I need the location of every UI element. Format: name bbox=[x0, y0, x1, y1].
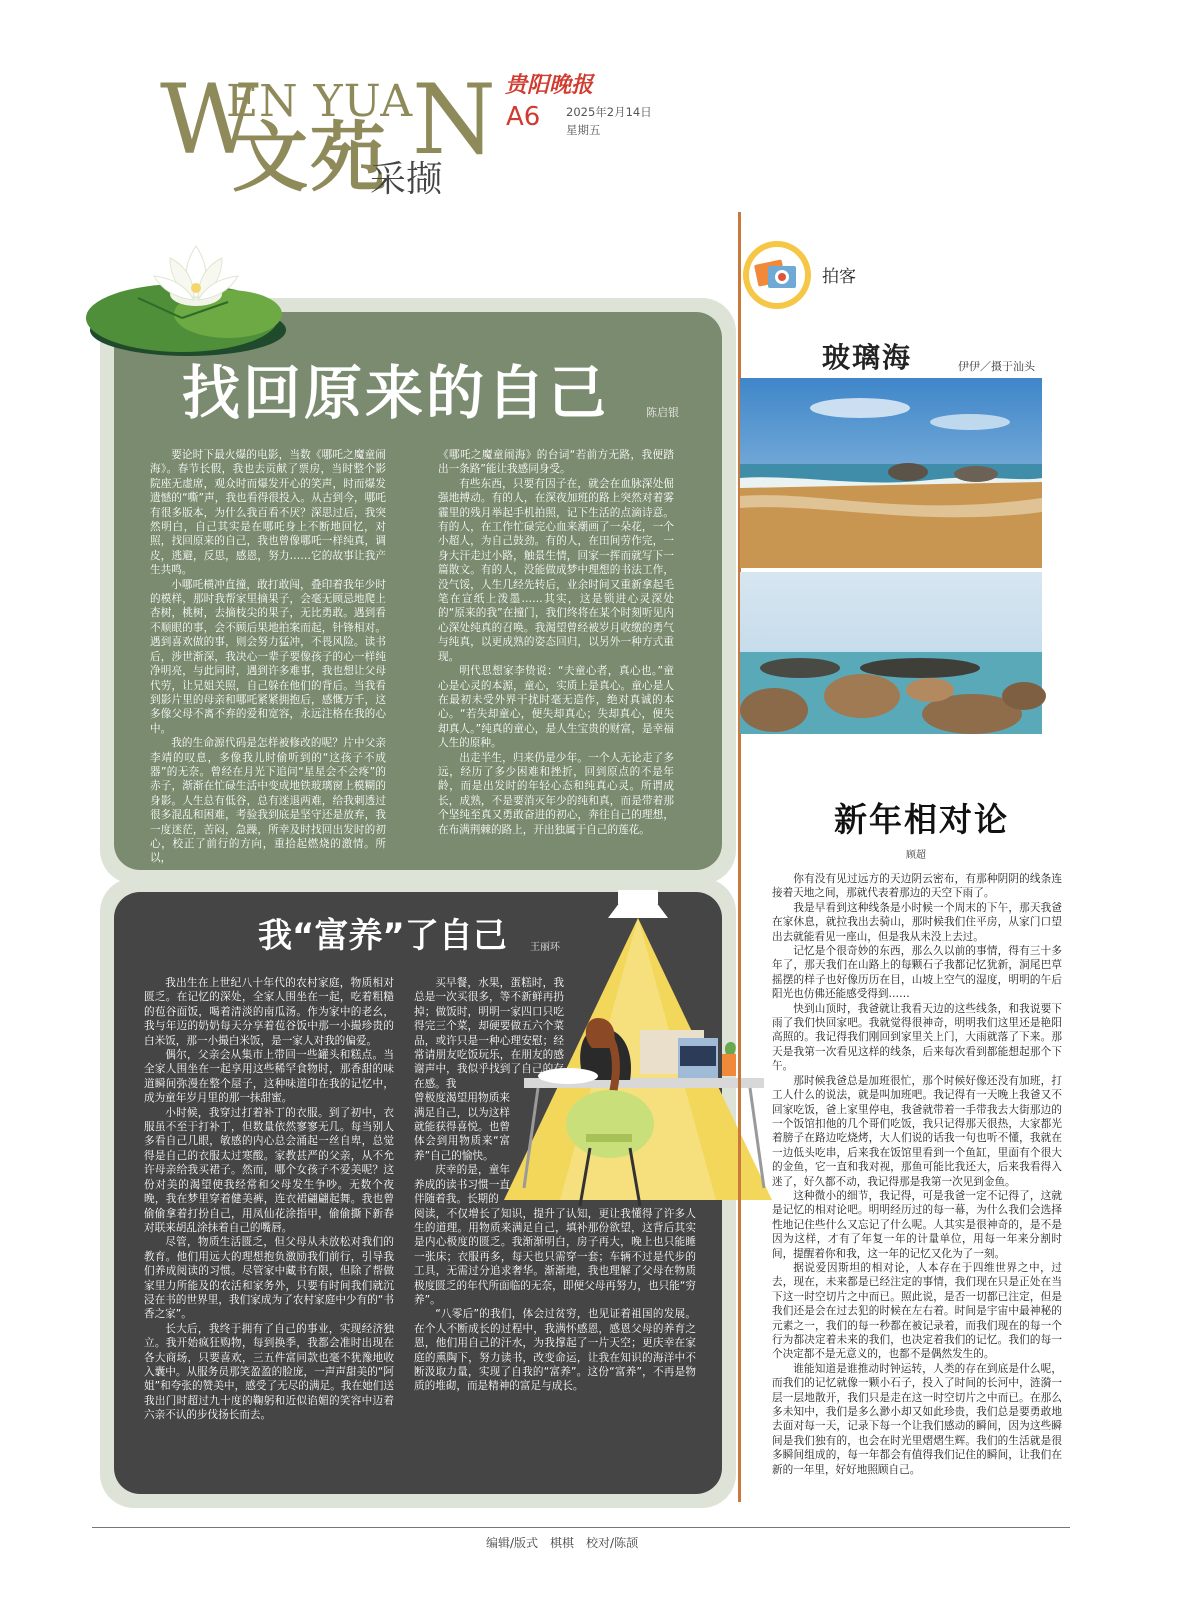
article3-author: 顾超 bbox=[906, 850, 926, 861]
editor-credits: 编辑/版式 棋棋 校对/陈颉 bbox=[486, 1536, 639, 1550]
paragraph: 出走半生，归来仍是少年。一个人无论走了多远，经历了多少困难和挫折，回到原点的不是年龄，而是出发时的年轻心态和纯真心灵。所谓成长，成熟，不是要消灭年少的纯和真，而是带着那个坚纯至真又勇敢奋进的初心，奔往自己的理想，在布满荆棘的路上，开出独属于自己的莲花。 bbox=[438, 751, 674, 836]
lotus-illustration bbox=[78, 218, 288, 358]
article1-column-right bbox=[438, 448, 674, 848]
paragraph: 我的生命源代码是怎样被修改的呢？片中父亲李靖的叹息，多像我儿时偷听到的“这孩子不成器”的无奈。曾经在月光下追问“星星会不会疼”的赤子，渐渐在忙碌生活中变成地铁玻璃窗上模糊的身影。人生总有低谷，总有迷退两难，给我刺透过很多混乱和困难，考验我到底是坚守还是放弃，我一度迷茫，苦闷，急躁，所幸及时找回出发时的初心，校正了前行的方向，重拾起燃烧的激情。所以， bbox=[150, 737, 386, 865]
paragraph: 我是早看到这种线条是小时候一个周末的下午，那天我爸在家休息，就拉我出去骑山，那时候我们住平房，从家门口望出去就能看见一座山，但是我从未没上去过。 bbox=[772, 901, 1062, 943]
paragraph: 你有没有见过远方的天边阴云密布，有那种阴阴的线条连接着天地之间，那就代表着那边的天空下雨了。 bbox=[772, 873, 1062, 900]
paragraph: 这种微小的细节，我记得，可是我爸一定不记得了，这就是记忆的相对论吧。明明经历过的每一幕，为什么我们会选择性地记住些什么又忘记了什么呢。人其实是很神奇的，是不是因为这样，才有了年复一年的计量单位，用每一年来分割时间，提醒着你和我，这一年的记忆又化为了一刻。 bbox=[772, 1189, 1062, 1260]
paragraph: 记忆是个很奇妙的东西，那么久以前的事情，得有三十多年了，那天我们在山路上的每颗石子我都记忆犹新，洞尾巴草摇摆的样子也好像历历在目，山坡上空气的湿度，明明的午后阳光也仿佛还能感受得到…… bbox=[772, 945, 1062, 1001]
paragraph: 快到山顶时，我爸就让我看天边的这些线条，和我说要下雨了我们快回家吧。我就觉得很神奇，明明我们这里还是艳阳高照的。我记得我们刚回到家里关上门，大雨就落了下来。那天是我第一次看见这样的线条，后来每次看到都能想起那个下午。 bbox=[772, 1002, 1062, 1073]
paragraph: 买早餐，水果，蛋糕时，我总是一次买很多，等不新鲜再扔掉；做饭时，明明一家四口只吃得完三个菜，却硬要做五六个菜品，或许只是一种心理安慰；经常请朋友吃饭玩乐，在朋友的感谢声中，我似乎找到了自己的存在感。我 bbox=[414, 977, 564, 1090]
masthead-chinese-title: 文苑 bbox=[232, 113, 388, 202]
article2-author: 王丽环 bbox=[530, 942, 560, 953]
article3-title: 新年相对论 bbox=[834, 800, 1009, 839]
photo-title: 玻璃海 bbox=[822, 341, 913, 374]
article3-body bbox=[772, 872, 1062, 1480]
paragraph: 庆幸的是，童年养成的读书习惯一直伴随着我。长期的 bbox=[414, 1164, 510, 1206]
paragraph: 《哪吒之魔童闹海》的台词“若前方无路，我便踏出一条路”能让我感同身受。 bbox=[438, 449, 674, 476]
masthead-section-name: 采撷 bbox=[370, 159, 443, 200]
paragraph: 要论时下最火爆的电影，当数《哪吒之魔童闹海》。春节长假，我也去贡献了票房，当时整个影院座无虚席，观众时而爆发开心的笑声，时而爆发遗憾的“嘶”声，我也看得很投入。从古到今，哪吒有很多版本，为什么我百看不厌？深思过后，我突然明白，自己其实是在哪吒身上不断地回忆，对照，找回原来的自己，我也曾像哪吒一样纯真，调皮，逃避，反思，感恩，努力……它的故事让我产生共鸣。 bbox=[150, 449, 386, 577]
section-label-paike: 拍客 bbox=[822, 267, 856, 287]
sea-photo-rocks bbox=[740, 572, 1042, 734]
sea-photo-beach bbox=[740, 378, 1042, 568]
paragraph: 谁能知道是谁推动时钟运转，人类的存在到底是什么呢，而我们的记忆就像一颗小石子，投入了时间的长河中，涟漪一层一层地散开，我们只是走在这一时空切片之中而已。在那么多未知中，我们是多么渺小却又如此珍贵，我们总是要勇敢地去面对每一天，记录下每一个让我们感动的瞬间，因为这些瞬间是我们独有的，也会在时光里熠熠生辉。我们的生活就是很多瞬间组成的，每一年都会有值得我们记住的瞬间，让我们在新的一年里，好好地照顾自己。 bbox=[772, 1362, 1062, 1476]
paragraph: 有些东西，只要有因子在，就会在血脉深处倔强地搏动。有的人，在深夜加班的路上突然对着雾霾里的残月举起手机拍照，记下生活的点滴诗意。有的人，在工作忙碌完心血来潮画了一朵花，一个小超人，为自己鼓劲。有的人，在田间劳作完，一身大汗走过小路，触景生情，回家一挥而就写下一篇散文。有的人，没能做成梦中理想的书法工作，没气馁，人生几经先转后，业余时间又重新拿起毛笔在宣纸上泼墨……其实，这是锁进心灵深处的“原来的我”在撞门，我们终将在某个时刻听见内心深处纯真的召唤。我渴望曾经被岁月收缴的勇气与纯真，以更成熟的姿态回归，以另外一种方式重现。 bbox=[438, 477, 674, 663]
camera-photo-icon bbox=[742, 240, 812, 310]
page-number: A6 bbox=[506, 102, 541, 132]
paragraph: 小哪吒横冲直撞，敢打敢闯，叠印着我年少时的模样，那时我帮家里摘果子，会毫无顾忌地爬上杏树，桃树，去摘枝尖的果子，无比勇敢。遇到看不顺眼的事，会不顾后果地拍案而起，针锋相对。遇到喜欢做的事，则会努力猛冲，不畏风险。读书后，涉世渐深，我决心一辈子要像孩子的心一样纯净明亮，与此同时，遇到许多难事，我也想让父母代劳，让兄姐关照，自己躲在他们的背后。当我看到影片里的母亲和哪吒紧紧拥抱后，感慨万千，这多像父母不离不弃的爱和宽容，永远注格在我的心中。 bbox=[150, 578, 386, 735]
masthead-letters-mid: EN YUA bbox=[226, 76, 414, 127]
paragraph: 长大后，我终于拥有了自己的事业，实现经济独立。我开始疯狂购物，每到换季，我都会准时出现在各大商场，只要喜欢，三五件富同款也毫不犹豫地收入囊中。从服务员那笑盈盈的脸庞，一声声甜美的“阿姐”和夸张的赞美中，感受了无尽的满足。我在她们送我出门时超过九十度的鞠躬和近似谄媚的笑容中迈着六亲不认的步伐扬长而去。 bbox=[144, 1322, 394, 1422]
masthead-letter-w: W bbox=[160, 64, 259, 176]
article2-title: 我“富养”了自己 bbox=[258, 916, 507, 956]
photo-credit: 伊伊／摄于汕头 bbox=[958, 360, 1035, 373]
paragraph: 尽管，物质生活匮乏，但父母从未放松对我们的教育。他们用远大的理想抱负激励我们前行，引导我们养成阅读的习惯。尽管家中藏书有限，但除了帮做家里力所能及的农活和家务外，只要有时间我们就沉浸在书的世界里，我们家成为了农村家庭中少有的“书香之家”。 bbox=[144, 1236, 394, 1321]
newspaper-name: 贵阳晚报 bbox=[505, 72, 594, 98]
paragraph: 偶尔，父亲会从集市上带回一些罐头和糕点。当全家人围坐在一起享用这些稀罕食物时，那香甜的味道瞬间弥漫在整个屋子，这种味道印在我的记忆中，成为童年岁月里的那一抹甜蜜。 bbox=[144, 1049, 394, 1105]
paragraph: 据说爱因斯坦的相对论，人本存在于四维世界之中，过去，现在，未来都是已经注定的事情，我们现在只是正处在当下这一时空切片之中而已。照此说，是否一切都已注定，但是我们还是会在过去犯的时候在左右着。时间是宇宙中最神秘的元素之一，我们的每一秒都在被记录着，而我们现在的每一个行为都决定着未来的我们，也决定着我们的记忆。我们的每一个决定都不是无意义的，也都不是偶然发生的。 bbox=[772, 1261, 1062, 1361]
article1-column-left bbox=[150, 448, 386, 865]
masthead-letter-n: N bbox=[412, 64, 496, 176]
footer-rule bbox=[92, 1527, 1070, 1528]
publication-date: 2025年2月14日 bbox=[566, 105, 652, 119]
paragraph: “八零后”的我们，体会过贫穷，也见证着祖国的发展。在个人不断成长的过程中，我满怀感恩，感恩父母的养育之恩，他们用自己的汗水，为我撑起了一片天空；更庆幸在家庭的熏陶下，努力读书，改变命运，让我在知识的海洋中不断汲取力量，实现了自我的“富养”。这份“富养”，不再是物质的堆砌，而是精神的富足与成长。 bbox=[414, 1308, 696, 1393]
article1-title: 找回原来的自己 bbox=[182, 359, 610, 427]
article2-column-left bbox=[144, 976, 394, 1484]
paragraph: 那时候我爸总是加班很忙，那个时候好像还没有加班，打工人什么的说法，就是叫加班吧。我记得有一天晚上我爸又不回家吃饭，爸上家里停电，我爸就带着一手带我去大街那边的一个饭馆扣他的几个哥们吃饭，我只记得那天很热，大家都光着膀子在路边吃烧烤，大人们说的话我一句也听不懂，我就在一边低头吃串，后来我在饭馆里看到一个鱼缸，里面有个很大的金鱼，它一直和我对视，那鱼可能比我还大，后来我看得入迷了，好久都不动，我记得那是我第一次见到金鱼。 bbox=[772, 1074, 1062, 1188]
publication-weekday: 星期五 bbox=[566, 123, 601, 137]
paragraph: 小时候，我穿过打着补丁的衣服。到了初中，衣服虽不至于打补丁，但数量依然寥寥无几。每当别人多看自己几眼，敏感的内心总会涌起一丝自卑，总觉得是自己的衣服太过寒酸。家教甚严的父亲，从不允许母亲给我买裙子。然而，哪个女孩子不爱美呢？这份对美的渴望使我经常和父母发生争吵。无数个夜晚，我在梦里穿着健美裤，连衣裙翩翩起舞。我也曾偷偷拿着打扮自己，用凤仙花涂指甲，偷偷撕下新春对联来胡乱涂抹着自己的嘴唇。 bbox=[144, 1106, 394, 1234]
paragraph: 曾极度渴望用物质来满足自己，以为这样就能获得喜悦。也曾体会到用物质来“富养”自己的愉快。 bbox=[414, 1092, 510, 1162]
article1-author: 陈启银 bbox=[646, 406, 679, 419]
paragraph: 我出生在上世纪八十年代的农村家庭，物质相对匮乏。在记忆的深处，全家人围坐在一起，吃着粗糙的苞谷面饭，喝着清淡的南瓜汤。作为家中的老幺，我与年迈的奶奶每天分享着苞谷饭中那一小撮珍贵的白米饭，那一小撮白米饭，是一家人对我的偏爱。 bbox=[144, 977, 394, 1047]
article2-column-right bbox=[414, 976, 696, 1484]
paragraph: 明代思想家李贽说：“夫童心者，真心也。”童心是心灵的本源，童心，实质上是真心。童心是人在最初未受外界干扰时毫无造作，绝对真诚的本心。“若失却童心，便失却真心；失却真心，便失却真人。”纯真的童心，是人生宝贵的财富，是幸福人生的原种。 bbox=[438, 665, 674, 750]
paragraph: 阅读，不仅增长了知识，提升了认知，更让我懂得了许多人生的道理。用物质来满足自己，填补那份欲望，这背后其实是内心极度的匮乏。我渐渐明白，房子再大，晚上也只能睡一张床；衣服再多，每天也只需穿一套；车辆不过是代步的工具，无需过分追求奢华。渐渐地，我也理解了父母在物质极度匮乏的年代所面临的无奈，即便父母再努力，也只能“穷养”。 bbox=[414, 1207, 696, 1306]
